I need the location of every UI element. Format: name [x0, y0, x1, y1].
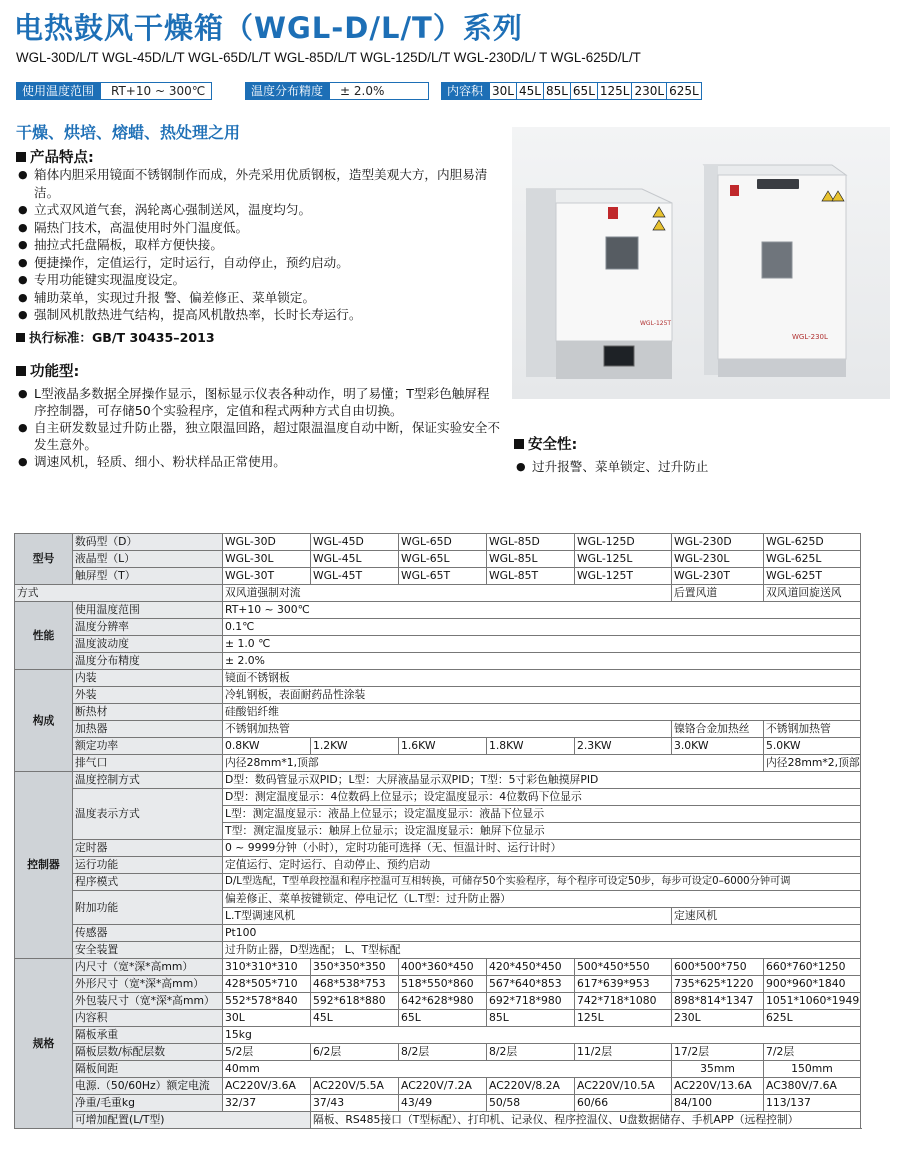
square-bullet-icon — [16, 152, 26, 162]
cell: D型：数码管显示双PID；L型：大屏液晶显示双PID；T型：5寸彩色触摸屏PID — [223, 772, 861, 789]
table-row — [15, 551, 861, 568]
row-label: 数码型（D） — [73, 534, 223, 551]
cell: 15kg — [223, 1027, 861, 1044]
cell: 双风道回旋送风 — [764, 585, 861, 602]
table-row — [15, 738, 861, 755]
row-label: 定时器 — [73, 840, 223, 857]
cell: 45L — [311, 1010, 399, 1027]
product-photo — [512, 127, 890, 399]
table-row — [15, 534, 861, 551]
oven-wgl-230l — [704, 165, 846, 377]
row-label: 隔板层数/标配层数 — [73, 1044, 223, 1061]
row-label: 液晶型（L） — [73, 551, 223, 568]
cell: 692*718*980 — [487, 993, 575, 1010]
row-label: 使用温度范围 — [73, 602, 223, 619]
cell: WGL-230D — [672, 534, 764, 551]
cell: WGL-625T — [764, 568, 861, 585]
cell: 600*500*750 — [672, 959, 764, 976]
cell: WGL-45D — [311, 534, 399, 551]
row-label: 温度表示方式 — [73, 789, 223, 840]
usage-subtitle: 干燥、烘培、熔蜡、热处理之用 — [16, 123, 241, 142]
cell: T型：测定温度显示：触屏上位显示；设定温度显示：触屏下位显示 — [223, 823, 861, 840]
cell: WGL-230T — [672, 568, 764, 585]
cell: WGL-125D — [575, 534, 672, 551]
cell: 5.0KW — [764, 738, 861, 755]
capacity-cell: 625L — [667, 82, 702, 100]
cell: L.T型调速风机 — [223, 908, 672, 925]
cell: WGL-45T — [311, 568, 399, 585]
list-item: ● L型液晶多数据全屏操作显示，图标显示仪表各种动作，明了易懂；T型彩色触屏程序控制器，可存储50个实验程序，定值和程式两种方式自由切换。 — [16, 385, 500, 419]
cell: 1.2KW — [311, 738, 399, 755]
cell: 17/2层 — [672, 1044, 764, 1061]
cell: WGL-45L — [311, 551, 399, 568]
cell: 内径28mm*2,顶部 — [764, 755, 861, 772]
table-row — [15, 619, 861, 636]
table-row — [15, 840, 861, 857]
cell: AC220V/7.2A — [399, 1078, 487, 1095]
cell: 定速风机 — [672, 908, 861, 925]
left-unit-label: WGL-125T — [640, 320, 672, 327]
table-row — [15, 636, 861, 653]
cell: 84/100 — [672, 1095, 764, 1112]
list-item: ● 专用功能键实现温度设定。 — [16, 271, 500, 289]
row-label: 净重/毛重kg — [73, 1095, 223, 1112]
row-label: 加热器 — [73, 721, 223, 738]
cell: WGL-85L — [487, 551, 575, 568]
cell: RT+10 ~ 300℃ — [223, 602, 861, 619]
safety-heading — [514, 433, 577, 454]
cell: ± 1.0 ℃ — [223, 636, 861, 653]
row-label: 隔板间距 — [73, 1061, 223, 1078]
row-label: 温度控制方式 — [73, 772, 223, 789]
cell: WGL-30L — [223, 551, 311, 568]
cell: 420*450*450 — [487, 959, 575, 976]
model-list: WGL-30D/L/T WGL-45D/L/T WGL-65D/L/T WGL-85D/L/T WGL-125D/L/T WGL-230D/L/ T WGL-625D/L/T — [16, 50, 641, 65]
list-item: ● 立式双风道气套，涡轮离心强制送风，温度均匀。 — [16, 201, 500, 219]
row-label: 外形尺寸（宽*深*高mm） — [73, 976, 223, 993]
table-row — [15, 602, 861, 619]
row-label: 内尺寸（宽*深*高mm） — [73, 959, 223, 976]
table-row — [15, 1112, 861, 1129]
row-label: 内装 — [73, 670, 223, 687]
row-label: 运行功能 — [73, 857, 223, 874]
cell: 60/66 — [575, 1095, 672, 1112]
row-label: 程序模式 — [73, 874, 223, 891]
table-row — [15, 670, 861, 687]
safety-heading-text: 安全性: — [528, 437, 578, 453]
cell: WGL-85D — [487, 534, 575, 551]
table-row — [15, 925, 861, 942]
cell: 735*625*1220 — [672, 976, 764, 993]
cell: 不锈钢加热管 — [764, 721, 861, 738]
temp-range-spec — [16, 82, 212, 100]
cell: WGL-65L — [399, 551, 487, 568]
cell: AC220V/3.6A — [223, 1078, 311, 1095]
row-label: 外包装尺寸（宽*深*高mm） — [73, 993, 223, 1010]
cell: 2.3KW — [575, 738, 672, 755]
cell: 85L — [487, 1010, 575, 1027]
page-title: 电热鼓风干燥箱（WGL-D/L/T）系列 — [14, 11, 523, 45]
cell: Pt100 — [223, 925, 861, 942]
functions-heading-text: 功能型: — [30, 364, 80, 380]
cell: D/L型选配，T型单段控温和程序控温可互相转换，可储存50个实验程序，每个程序可设定50步，每步可设定0–6000分钟可调 — [223, 874, 861, 891]
cell: 50/58 — [487, 1095, 575, 1112]
cell: 后置风道 — [672, 585, 764, 602]
row-label: 外装 — [73, 687, 223, 704]
table-row — [15, 789, 861, 806]
cell: 镍铬合金加热丝 — [672, 721, 764, 738]
list-item: ● 抽拉式托盘隔板，取样方便快接。 — [16, 236, 500, 254]
capacity-cell: 85L — [544, 82, 571, 100]
list-item: ● 便捷操作，定值运行，定时运行，自动停止，预约启动。 — [16, 254, 500, 272]
features-heading — [16, 146, 94, 167]
cell: 镜面不锈钢板 — [223, 670, 861, 687]
cell: WGL-230L — [672, 551, 764, 568]
square-bullet-icon — [514, 439, 524, 449]
cell: WGL-30T — [223, 568, 311, 585]
cell: 518*550*860 — [399, 976, 487, 993]
cell: 898*814*1347 — [672, 993, 764, 1010]
table-row — [15, 857, 861, 874]
row-label: 温度分辨率 — [73, 619, 223, 636]
row-label: 方式 — [15, 585, 223, 602]
cell: 冷轧钢板，表面耐药品性涂装 — [223, 687, 861, 704]
cell: 硅酸铝纤维 — [223, 704, 861, 721]
group-controller: 控制器 — [15, 772, 73, 959]
cell: 7/2层 — [764, 1044, 861, 1061]
row-label: 安全装置 — [73, 942, 223, 959]
row-label: 温度分布精度 — [73, 653, 223, 670]
cell: 8/2层 — [487, 1044, 575, 1061]
cell: 625L — [764, 1010, 861, 1027]
row-label: 额定功率 — [73, 738, 223, 755]
functions-heading — [16, 360, 79, 381]
cell: 内径28mm*1,顶部 — [223, 755, 764, 772]
row-label: 触屏型（T） — [73, 568, 223, 585]
cell: 1.6KW — [399, 738, 487, 755]
table-row — [15, 585, 861, 602]
row-label: 内容积 — [73, 1010, 223, 1027]
cell: 不锈钢加热管 — [223, 721, 672, 738]
table-row — [15, 1010, 861, 1027]
cell: AC220V/8.2A — [487, 1078, 575, 1095]
cell: AC220V/13.6A — [672, 1078, 764, 1095]
capacity-cell: 230L — [632, 82, 667, 100]
safety-list — [514, 458, 884, 476]
cell: ± 2.0% — [223, 653, 861, 670]
group-structure: 构成 — [15, 670, 73, 772]
table-row — [15, 772, 861, 789]
table-row — [15, 1027, 861, 1044]
table-row — [15, 704, 861, 721]
cell: 65L — [399, 1010, 487, 1027]
table-row — [15, 653, 861, 670]
temp-range-value: RT+10 ~ 300℃ — [100, 82, 212, 100]
group-model: 型号 — [15, 534, 73, 585]
cell: 1051*1060*1949 — [764, 993, 861, 1010]
spec-table — [14, 533, 861, 1129]
list-item: ● 箱体内胆采用镜面不锈钢制作而成，外壳采用优质钢板，造型美观大方，内胆易清洁。 — [16, 166, 500, 201]
table-row — [15, 1061, 861, 1078]
cell: 偏差修正、菜单按键锁定、停电记忆（L.T型：过升防止器） — [223, 891, 861, 908]
list-item: ● 辅助菜单，实现过升报 警、偏差修正、菜单锁定。 — [16, 289, 500, 307]
right-unit-label: WGL-230L — [792, 333, 828, 341]
row-label: 可增加配置(L/T型) — [73, 1112, 311, 1129]
standard-text: 执行标准：GB/T 30435–2013 — [29, 330, 215, 345]
cell: AC380V/7.6A — [764, 1078, 861, 1095]
cell: WGL-30D — [223, 534, 311, 551]
cell: 617*639*953 — [575, 976, 672, 993]
cell: WGL-125L — [575, 551, 672, 568]
cell: 1.8KW — [487, 738, 575, 755]
row-label: 电源.（50/60Hz）额定电流 — [73, 1078, 223, 1095]
cell: 552*578*840 — [223, 993, 311, 1010]
cell: AC220V/5.5A — [311, 1078, 399, 1095]
cell: 43/49 — [399, 1095, 487, 1112]
cell: 0.1℃ — [223, 619, 861, 636]
group-spec: 规格 — [15, 959, 73, 1129]
cell: 125L — [575, 1010, 672, 1027]
cell: 0 ~ 9999分钟（小时），定时功能可选择（无、恒温计时、运行计时） — [223, 840, 861, 857]
table-row — [15, 568, 861, 585]
row-label: 排气口 — [73, 755, 223, 772]
cell: 0.8KW — [223, 738, 311, 755]
capacity-cell: 45L — [517, 82, 544, 100]
table-row — [15, 1078, 861, 1095]
table-row — [15, 976, 861, 993]
cell: AC220V/10.5A — [575, 1078, 672, 1095]
row-label: 温度波动度 — [73, 636, 223, 653]
cell: 500*450*550 — [575, 959, 672, 976]
cell: 592*618*880 — [311, 993, 399, 1010]
cell: D型：测定温度显示：4位数码上位显示；设定温度显示：4位数码下位显示 — [223, 789, 861, 806]
cell: 468*538*753 — [311, 976, 399, 993]
capacity-cell: 30L — [489, 82, 517, 100]
cell: 40mm — [223, 1061, 672, 1078]
features-heading-text: 产品特点: — [30, 150, 94, 166]
cell: 400*360*450 — [399, 959, 487, 976]
cell: 11/2层 — [575, 1044, 672, 1061]
features-list — [16, 166, 500, 324]
list-item: ● 强制风机散热进气结构，提高风机散热率，长时长寿运行。 — [16, 306, 500, 324]
functions-list — [16, 385, 500, 470]
table-row — [15, 687, 861, 704]
row-label: 附加功能 — [73, 891, 223, 925]
capacity-label: 内容积 — [441, 82, 489, 100]
cell: 350*350*350 — [311, 959, 399, 976]
table-row — [15, 959, 861, 976]
cell: WGL-125T — [575, 568, 672, 585]
table-row — [15, 891, 861, 908]
cell: 过升防止器，D型选配； L、T型标配 — [223, 942, 861, 959]
table-row — [15, 1044, 861, 1061]
list-item: ● 调速风机，轻质、细小、粉状样品正常使用。 — [16, 453, 500, 470]
cell: 660*760*1250 — [764, 959, 861, 976]
cell: WGL-625L — [764, 551, 861, 568]
cell: 642*628*980 — [399, 993, 487, 1010]
cell: 双风道强制对流 — [223, 585, 672, 602]
oven-illustration — [512, 127, 890, 399]
cell: 113/137 — [764, 1095, 861, 1112]
cell: 900*960*1840 — [764, 976, 861, 993]
cell: 定值运行、定时运行、自动停止、预约启动 — [223, 857, 861, 874]
cell: 6/2层 — [311, 1044, 399, 1061]
cell: 3.0KW — [672, 738, 764, 755]
table-row — [15, 993, 861, 1010]
cell: 310*310*310 — [223, 959, 311, 976]
cell: 30L — [223, 1010, 311, 1027]
cell: WGL-85T — [487, 568, 575, 585]
cell: L型：测定温度显示：液晶上位显示；设定温度显示：液晶下位显示 — [223, 806, 861, 823]
temp-range-label: 使用温度范围 — [16, 82, 100, 100]
table-row — [15, 874, 861, 891]
list-item: ● 隔热门技术，高温使用时外门温度低。 — [16, 219, 500, 237]
cell: 35mm — [672, 1061, 764, 1078]
cell: 230L — [672, 1010, 764, 1027]
list-item: ● 自主研发数显过升防止器，独立限温回路，超过限温温度自动中断，保证实验安全不发生意外。 — [16, 419, 500, 453]
capacity-cell: 65L — [571, 82, 598, 100]
cell: 隔板、RS485接口（T型标配）、打印机、记录仪、程序控温仪、U盘数据储存、手机APP（远程控制） — [311, 1112, 861, 1129]
cell: WGL-625D — [764, 534, 861, 551]
oven-wgl-125t — [526, 189, 672, 379]
capacity-cell: 125L — [598, 82, 633, 100]
uniformity-spec — [245, 82, 429, 100]
cell: 567*640*853 — [487, 976, 575, 993]
row-label: 传感器 — [73, 925, 223, 942]
standard-line — [16, 327, 215, 346]
table-row — [15, 721, 861, 738]
cell: 742*718*1080 — [575, 993, 672, 1010]
square-bullet-icon — [16, 366, 26, 376]
cell: 8/2层 — [399, 1044, 487, 1061]
table-row — [15, 1095, 861, 1112]
list-item: ● 过升报警、菜单锁定、过升防止 — [514, 458, 884, 476]
cell: WGL-65T — [399, 568, 487, 585]
row-label: 隔板承重 — [73, 1027, 223, 1044]
cell: 150mm — [764, 1061, 861, 1078]
capacity-values — [489, 82, 702, 100]
cell: WGL-65D — [399, 534, 487, 551]
row-label: 断热材 — [73, 704, 223, 721]
cell: 32/37 — [223, 1095, 311, 1112]
uniformity-label: 温度分布精度 — [245, 82, 329, 100]
uniformity-value: ± 2.0% — [329, 82, 429, 100]
table-row — [15, 942, 861, 959]
capacity-spec — [441, 82, 702, 100]
table-row — [15, 755, 861, 772]
cell: 37/43 — [311, 1095, 399, 1112]
cell: 428*505*710 — [223, 976, 311, 993]
cell: 5/2层 — [223, 1044, 311, 1061]
group-performance: 性能 — [15, 602, 73, 670]
